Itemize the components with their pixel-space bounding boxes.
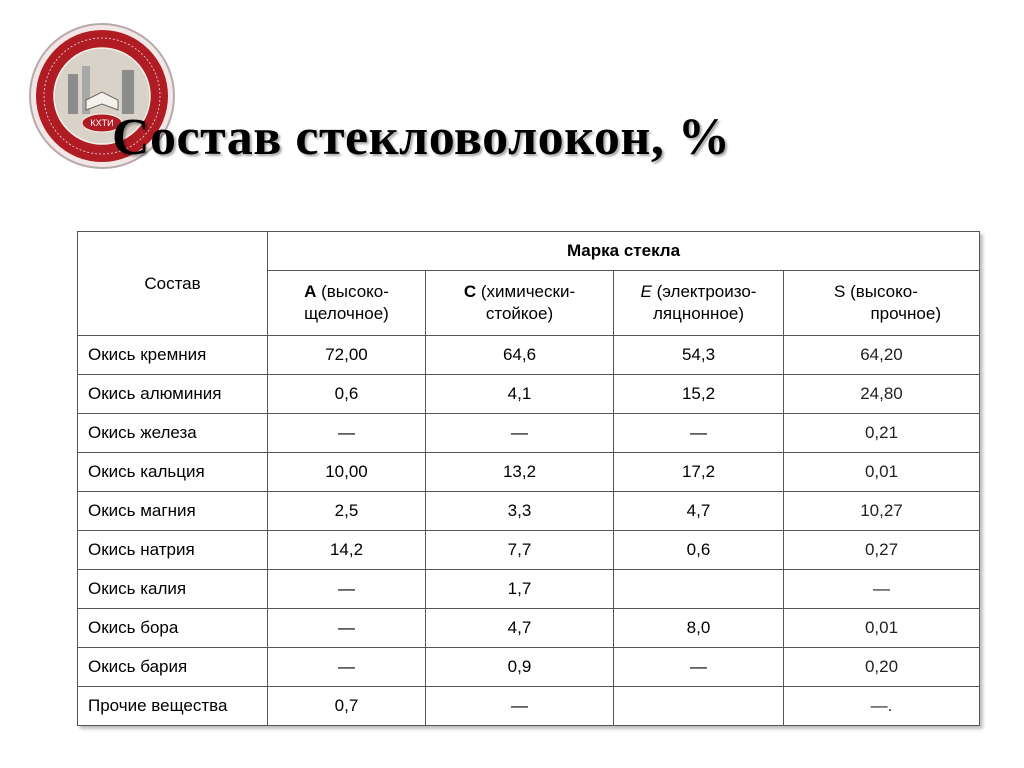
table-cell: 72,00 [268, 336, 426, 375]
row-label: Окись алюминия [78, 375, 268, 414]
table-cell: 0,7 [268, 687, 426, 726]
table-cell: 0,01 [784, 609, 980, 648]
table-cell: 0,6 [268, 375, 426, 414]
table-cell: 13,2 [426, 453, 614, 492]
row-label: Окись кальция [78, 453, 268, 492]
column-header-brand-e: E (электроизо- ляцнонное) [614, 271, 784, 336]
table-cell: 24,80 [784, 375, 980, 414]
group-header-glass-brand: Марка стекла [268, 232, 980, 271]
table-row [78, 687, 980, 726]
table-cell: 10,27 [784, 492, 980, 531]
table-row [78, 414, 980, 453]
table-row [78, 453, 980, 492]
table-cell: 17,2 [614, 453, 784, 492]
table-row [78, 570, 980, 609]
table-row [78, 609, 980, 648]
table-cell: 54,3 [614, 336, 784, 375]
table-cell: 2,5 [268, 492, 426, 531]
table-row [78, 492, 980, 531]
column-header-brand-a: A (высоко- щелочное) [268, 271, 426, 336]
row-label: Окись бария [78, 648, 268, 687]
table-cell: 3,3 [426, 492, 614, 531]
table-cell: 4,7 [426, 609, 614, 648]
table-cell: — [614, 648, 784, 687]
table-cell: 7,7 [426, 531, 614, 570]
table-cell: — [426, 414, 614, 453]
table-cell: 0,27 [784, 531, 980, 570]
table-cell: 0,20 [784, 648, 980, 687]
table-cell: — [268, 570, 426, 609]
table-cell: 4,7 [614, 492, 784, 531]
table-row [78, 531, 980, 570]
row-label: Окись бора [78, 609, 268, 648]
row-label: Прочие вещества [78, 687, 268, 726]
logo-inner-text: КХТИ [90, 118, 114, 128]
table-row [78, 648, 980, 687]
table-cell: 15,2 [614, 375, 784, 414]
table-row [78, 336, 980, 375]
table-cell: — [614, 414, 784, 453]
table-cell: — [268, 648, 426, 687]
table-cell: — [268, 609, 426, 648]
table-cell: — [426, 687, 614, 726]
table-cell: 10,00 [268, 453, 426, 492]
table-cell: — [268, 414, 426, 453]
column-header-brand-c: C (химически- стойкое) [426, 271, 614, 336]
column-header-composition: Состав [78, 232, 268, 336]
table-cell: 8,0 [614, 609, 784, 648]
table-cell: 64,6 [426, 336, 614, 375]
table-cell: 0,9 [426, 648, 614, 687]
table-cell: 0,01 [784, 453, 980, 492]
table-cell: — [784, 570, 980, 609]
row-label: Окись калия [78, 570, 268, 609]
table-cell: 0,21 [784, 414, 980, 453]
table-cell: 0,6 [614, 531, 784, 570]
table-cell [614, 570, 784, 609]
row-label: Окись железа [78, 414, 268, 453]
table-cell: 14,2 [268, 531, 426, 570]
row-label: Окись кремния [78, 336, 268, 375]
row-label: Окись магния [78, 492, 268, 531]
table-cell: 4,1 [426, 375, 614, 414]
table-cell: —. [784, 687, 980, 726]
composition-table [77, 231, 980, 726]
column-header-brand-s: S (высоко- прочное) [784, 271, 980, 336]
page-title: Состав стекловолокон, % [112, 109, 731, 166]
table-cell: 64,20 [784, 336, 980, 375]
table-cell [614, 687, 784, 726]
row-label: Окись натрия [78, 531, 268, 570]
table-cell: 1,7 [426, 570, 614, 609]
table-row [78, 375, 980, 414]
